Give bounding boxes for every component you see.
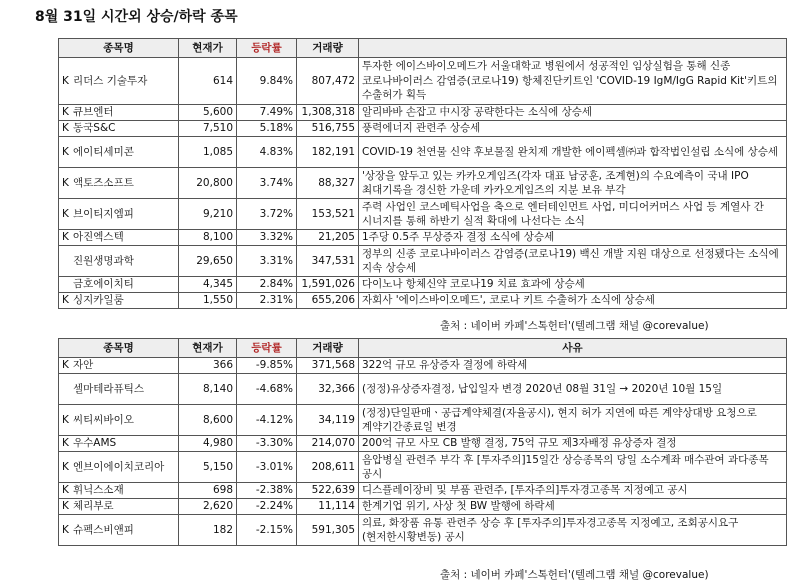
- current-price: 1,085: [179, 137, 237, 168]
- change-rate: 3.74%: [237, 168, 297, 199]
- table-row: [59, 499, 787, 515]
- stock-name-label: 에이티세미콘: [73, 145, 134, 158]
- market-tag: K: [62, 484, 69, 496]
- trade-volume: 32,366: [297, 374, 359, 405]
- stock-name: [59, 293, 179, 309]
- reason-text: 다이노나 항체신약 코로나19 치료 효과에 상승세: [359, 277, 787, 293]
- reason-text: 정부의 신종 코로나바이러스 감염증(코로나19) 백신 개발 지원 대상으로 선정됐다는 소식에 지속 상승세: [359, 246, 787, 277]
- change-rate: 7.49%: [237, 105, 297, 121]
- current-price: 8,100: [179, 230, 237, 246]
- reason-text: 자회사 '에이스바이오메드', 코로나 키트 수출허가 소식에 상승세: [359, 293, 787, 309]
- reason-text: 디스플레이장비 및 부품 관련주, [투자주의]투자경고종목 지정예고 공시: [359, 483, 787, 499]
- current-price: 5,150: [179, 452, 237, 483]
- fall-source: 출처 : 네이버 카페'스톡헌터'(텔레그램 채널 @corevalue): [440, 569, 709, 581]
- stock-name: [59, 358, 179, 374]
- table-row: [59, 483, 787, 499]
- stock-name: [59, 436, 179, 452]
- table-row: [59, 230, 787, 246]
- stock-name: [59, 452, 179, 483]
- stock-name-label: 동국S&C: [73, 122, 116, 134]
- table-row: [59, 277, 787, 293]
- table-row: [59, 374, 787, 405]
- stock-name-label: 휘닉스소재: [73, 484, 124, 496]
- stock-name-label: 브이티지엠피: [73, 207, 134, 220]
- reason-text: 알리바바 손잡고 中시장 공략한다는 소식에 상승세: [359, 105, 787, 121]
- stock-name: [59, 405, 179, 436]
- stock-name-label: 액토즈소프트: [73, 176, 134, 189]
- trade-volume: 522,639: [297, 483, 359, 499]
- table-row: [59, 246, 787, 277]
- market-tag: K: [62, 523, 69, 536]
- trade-volume: 208,611: [297, 452, 359, 483]
- trade-volume: 807,472: [297, 58, 359, 105]
- table-row: [59, 358, 787, 374]
- reason-text: (정정)단일판매ㆍ공급계약체결(자율공시), 현지 허가 지연에 따른 계약상대방 요청으로 계약기간종료일 변경: [359, 405, 787, 436]
- table-row: [59, 293, 787, 309]
- trade-volume: 1,308,318: [297, 105, 359, 121]
- change-rate: -4.68%: [237, 374, 297, 405]
- stock-name: [59, 277, 179, 293]
- stock-name-label: 체리부로: [73, 500, 114, 512]
- stock-name-label: 슈펙스비앤피: [73, 523, 134, 536]
- change-rate: 4.83%: [237, 137, 297, 168]
- trade-volume: 1,591,026: [297, 277, 359, 293]
- change-rate: 5.18%: [237, 121, 297, 137]
- current-price: 614: [179, 58, 237, 105]
- table-row: [59, 137, 787, 168]
- current-price: 8,140: [179, 374, 237, 405]
- change-rate: -2.38%: [237, 483, 297, 499]
- market-tag: K: [62, 294, 69, 306]
- table-row: [59, 515, 787, 546]
- stock-name: [59, 483, 179, 499]
- change-rate: -3.30%: [237, 436, 297, 452]
- stock-name: [59, 105, 179, 121]
- current-price: 698: [179, 483, 237, 499]
- trade-volume: 21,205: [297, 230, 359, 246]
- reason-text: COVID-19 천연물 신약 후보물질 완치제 개발한 에이펙셀㈜과 합작법인설립 소식에 상승세: [359, 137, 787, 168]
- market-tag: K: [62, 231, 69, 243]
- stock-name-label: 리더스 기술투자: [73, 74, 148, 87]
- trade-volume: 371,568: [297, 358, 359, 374]
- header-reason: [359, 39, 787, 58]
- header-price: 현재가: [179, 339, 237, 358]
- change-rate: 9.84%: [237, 58, 297, 105]
- change-rate: -2.15%: [237, 515, 297, 546]
- stock-name-label: 금호에이치티: [73, 278, 134, 290]
- stock-name: [59, 230, 179, 246]
- header-name: 종목명: [59, 39, 179, 58]
- current-price: 5,600: [179, 105, 237, 121]
- page-title: 8월 31일 시간외 상승/하락 종목: [35, 9, 238, 25]
- current-price: 9,210: [179, 199, 237, 230]
- market-tag: K: [62, 106, 69, 118]
- current-price: 7,510: [179, 121, 237, 137]
- stock-name: [59, 199, 179, 230]
- market-tag: K: [62, 413, 69, 426]
- reason-text: '상장을 앞두고 있는 카카오게임즈(각자 대표 남궁훈, 조계현)의 수요예측이 국내 IPO 최대기록을 경신한 가운데 카카오게임즈의 지분 보유 부각: [359, 168, 787, 199]
- reason-text: 풍력에너지 관련주 상승세: [359, 121, 787, 137]
- reason-text: 음압병실 관련주 부각 후 [투자주의]15일간 상승종목의 당일 소수계좌 매수관여 과다종목 공시: [359, 452, 787, 483]
- market-tag: K: [62, 359, 69, 371]
- stock-name: [59, 374, 179, 405]
- stock-name: [59, 515, 179, 546]
- trade-volume: 591,305: [297, 515, 359, 546]
- current-price: 4,980: [179, 436, 237, 452]
- stock-name-label: 자안: [73, 359, 94, 371]
- header-volume: 거래량: [297, 339, 359, 358]
- table-row: [59, 452, 787, 483]
- trade-volume: 347,531: [297, 246, 359, 277]
- table-row: [59, 436, 787, 452]
- header-name: 종목명: [59, 339, 179, 358]
- stock-name: [59, 137, 179, 168]
- market-tag: K: [62, 500, 69, 512]
- change-rate: 3.32%: [237, 230, 297, 246]
- reason-text: 322억 규모 유상증자 결정에 하락세: [359, 358, 787, 374]
- header-reason: 사유: [359, 339, 787, 358]
- reason-text: 주력 사업인 코스메틱사업을 축으로 엔터테인먼트 사업, 미디어커머스 사업 등 계열사 간 시너지를 통해 하반기 실적 확대에 나선다는 소식: [359, 199, 787, 230]
- stock-name-label: 큐브엔터: [73, 106, 114, 118]
- trade-volume: 516,755: [297, 121, 359, 137]
- current-price: 2,620: [179, 499, 237, 515]
- stock-name: [59, 58, 179, 105]
- table-row: [59, 121, 787, 137]
- change-rate: 3.31%: [237, 246, 297, 277]
- change-rate: -4.12%: [237, 405, 297, 436]
- stock-name: [59, 246, 179, 277]
- table-row: [59, 168, 787, 199]
- market-tag: K: [62, 437, 69, 449]
- stock-name-label: 싱지카일룸: [73, 294, 124, 306]
- header-rate: 등락률: [237, 39, 297, 58]
- table-row: [59, 105, 787, 121]
- current-price: 29,650: [179, 246, 237, 277]
- reason-text: 한계기업 위기, 사상 첫 BW 발행에 하락세: [359, 499, 787, 515]
- stock-name-label: 셀마테라퓨틱스: [73, 382, 145, 395]
- table-row: [59, 58, 787, 105]
- trade-volume: 34,119: [297, 405, 359, 436]
- change-rate: 3.72%: [237, 199, 297, 230]
- change-rate: -9.85%: [237, 358, 297, 374]
- trade-volume: 153,521: [297, 199, 359, 230]
- market-tag: K: [62, 145, 69, 158]
- stock-name-label: 진원생명과학: [73, 254, 134, 267]
- stock-name: [59, 168, 179, 199]
- stock-name-label: 아진엑스텍: [73, 231, 124, 243]
- stock-name-label: 엔브이에이치코리아: [73, 460, 165, 473]
- stock-name-label: 우수AMS: [73, 437, 117, 449]
- reason-text: 1주당 0.5주 무상증자 결정 소식에 상승세: [359, 230, 787, 246]
- stock-name: [59, 121, 179, 137]
- current-price: 8,600: [179, 405, 237, 436]
- header-price: 현재가: [179, 39, 237, 58]
- rise-source: 출처 : 네이버 카페'스톡헌터'(텔레그램 채널 @corevalue): [440, 320, 709, 332]
- market-tag: K: [62, 74, 69, 87]
- trade-volume: 88,327: [297, 168, 359, 199]
- trade-volume: 182,191: [297, 137, 359, 168]
- market-tag: K: [62, 460, 69, 473]
- current-price: 4,345: [179, 277, 237, 293]
- change-rate: -3.01%: [237, 452, 297, 483]
- change-rate: -2.24%: [237, 499, 297, 515]
- reason-text: 200억 규모 사모 CB 발행 결정, 75억 규모 제3자배정 유상증자 결정: [359, 436, 787, 452]
- reason-text: 의료, 화장품 유통 관련주 상승 후 [투자주의]투자경고종목 지정예고, 조회공시요구(현저한시황변동) 공시: [359, 515, 787, 546]
- market-tag: K: [62, 122, 69, 134]
- current-price: 182: [179, 515, 237, 546]
- stock-name-label: 씨티씨바이오: [73, 413, 134, 426]
- change-rate: 2.84%: [237, 277, 297, 293]
- table-row: [59, 199, 787, 230]
- market-tag: K: [62, 207, 69, 220]
- trade-volume: 655,206: [297, 293, 359, 309]
- current-price: 1,550: [179, 293, 237, 309]
- trade-volume: 11,114: [297, 499, 359, 515]
- stock-name: [59, 499, 179, 515]
- reason-text: (정정)유상증자결정, 납입일자 변경 2020년 08월 31일 → 2020년 10월 15일: [359, 374, 787, 405]
- fall-table: [58, 338, 787, 546]
- market-tag: K: [62, 176, 69, 189]
- header-volume: 거래량: [297, 39, 359, 58]
- rise-table: [58, 38, 787, 309]
- header-rate: 등락률: [237, 339, 297, 358]
- fall-header-row: [59, 339, 787, 358]
- reason-text: 투자한 에이스바이오메드가 서울대학교 병원에서 성공적인 임상실험을 통해 신종 코로나바이러스 감염증(코로나19) 항체진단키트인 'COVID-19 IgM/IgG Rapid Kit'키트의 수출허가 획득: [359, 58, 787, 105]
- change-rate: 2.31%: [237, 293, 297, 309]
- trade-volume: 214,070: [297, 436, 359, 452]
- table-row: [59, 405, 787, 436]
- rise-header-row: [59, 39, 787, 58]
- current-price: 366: [179, 358, 237, 374]
- current-price: 20,800: [179, 168, 237, 199]
